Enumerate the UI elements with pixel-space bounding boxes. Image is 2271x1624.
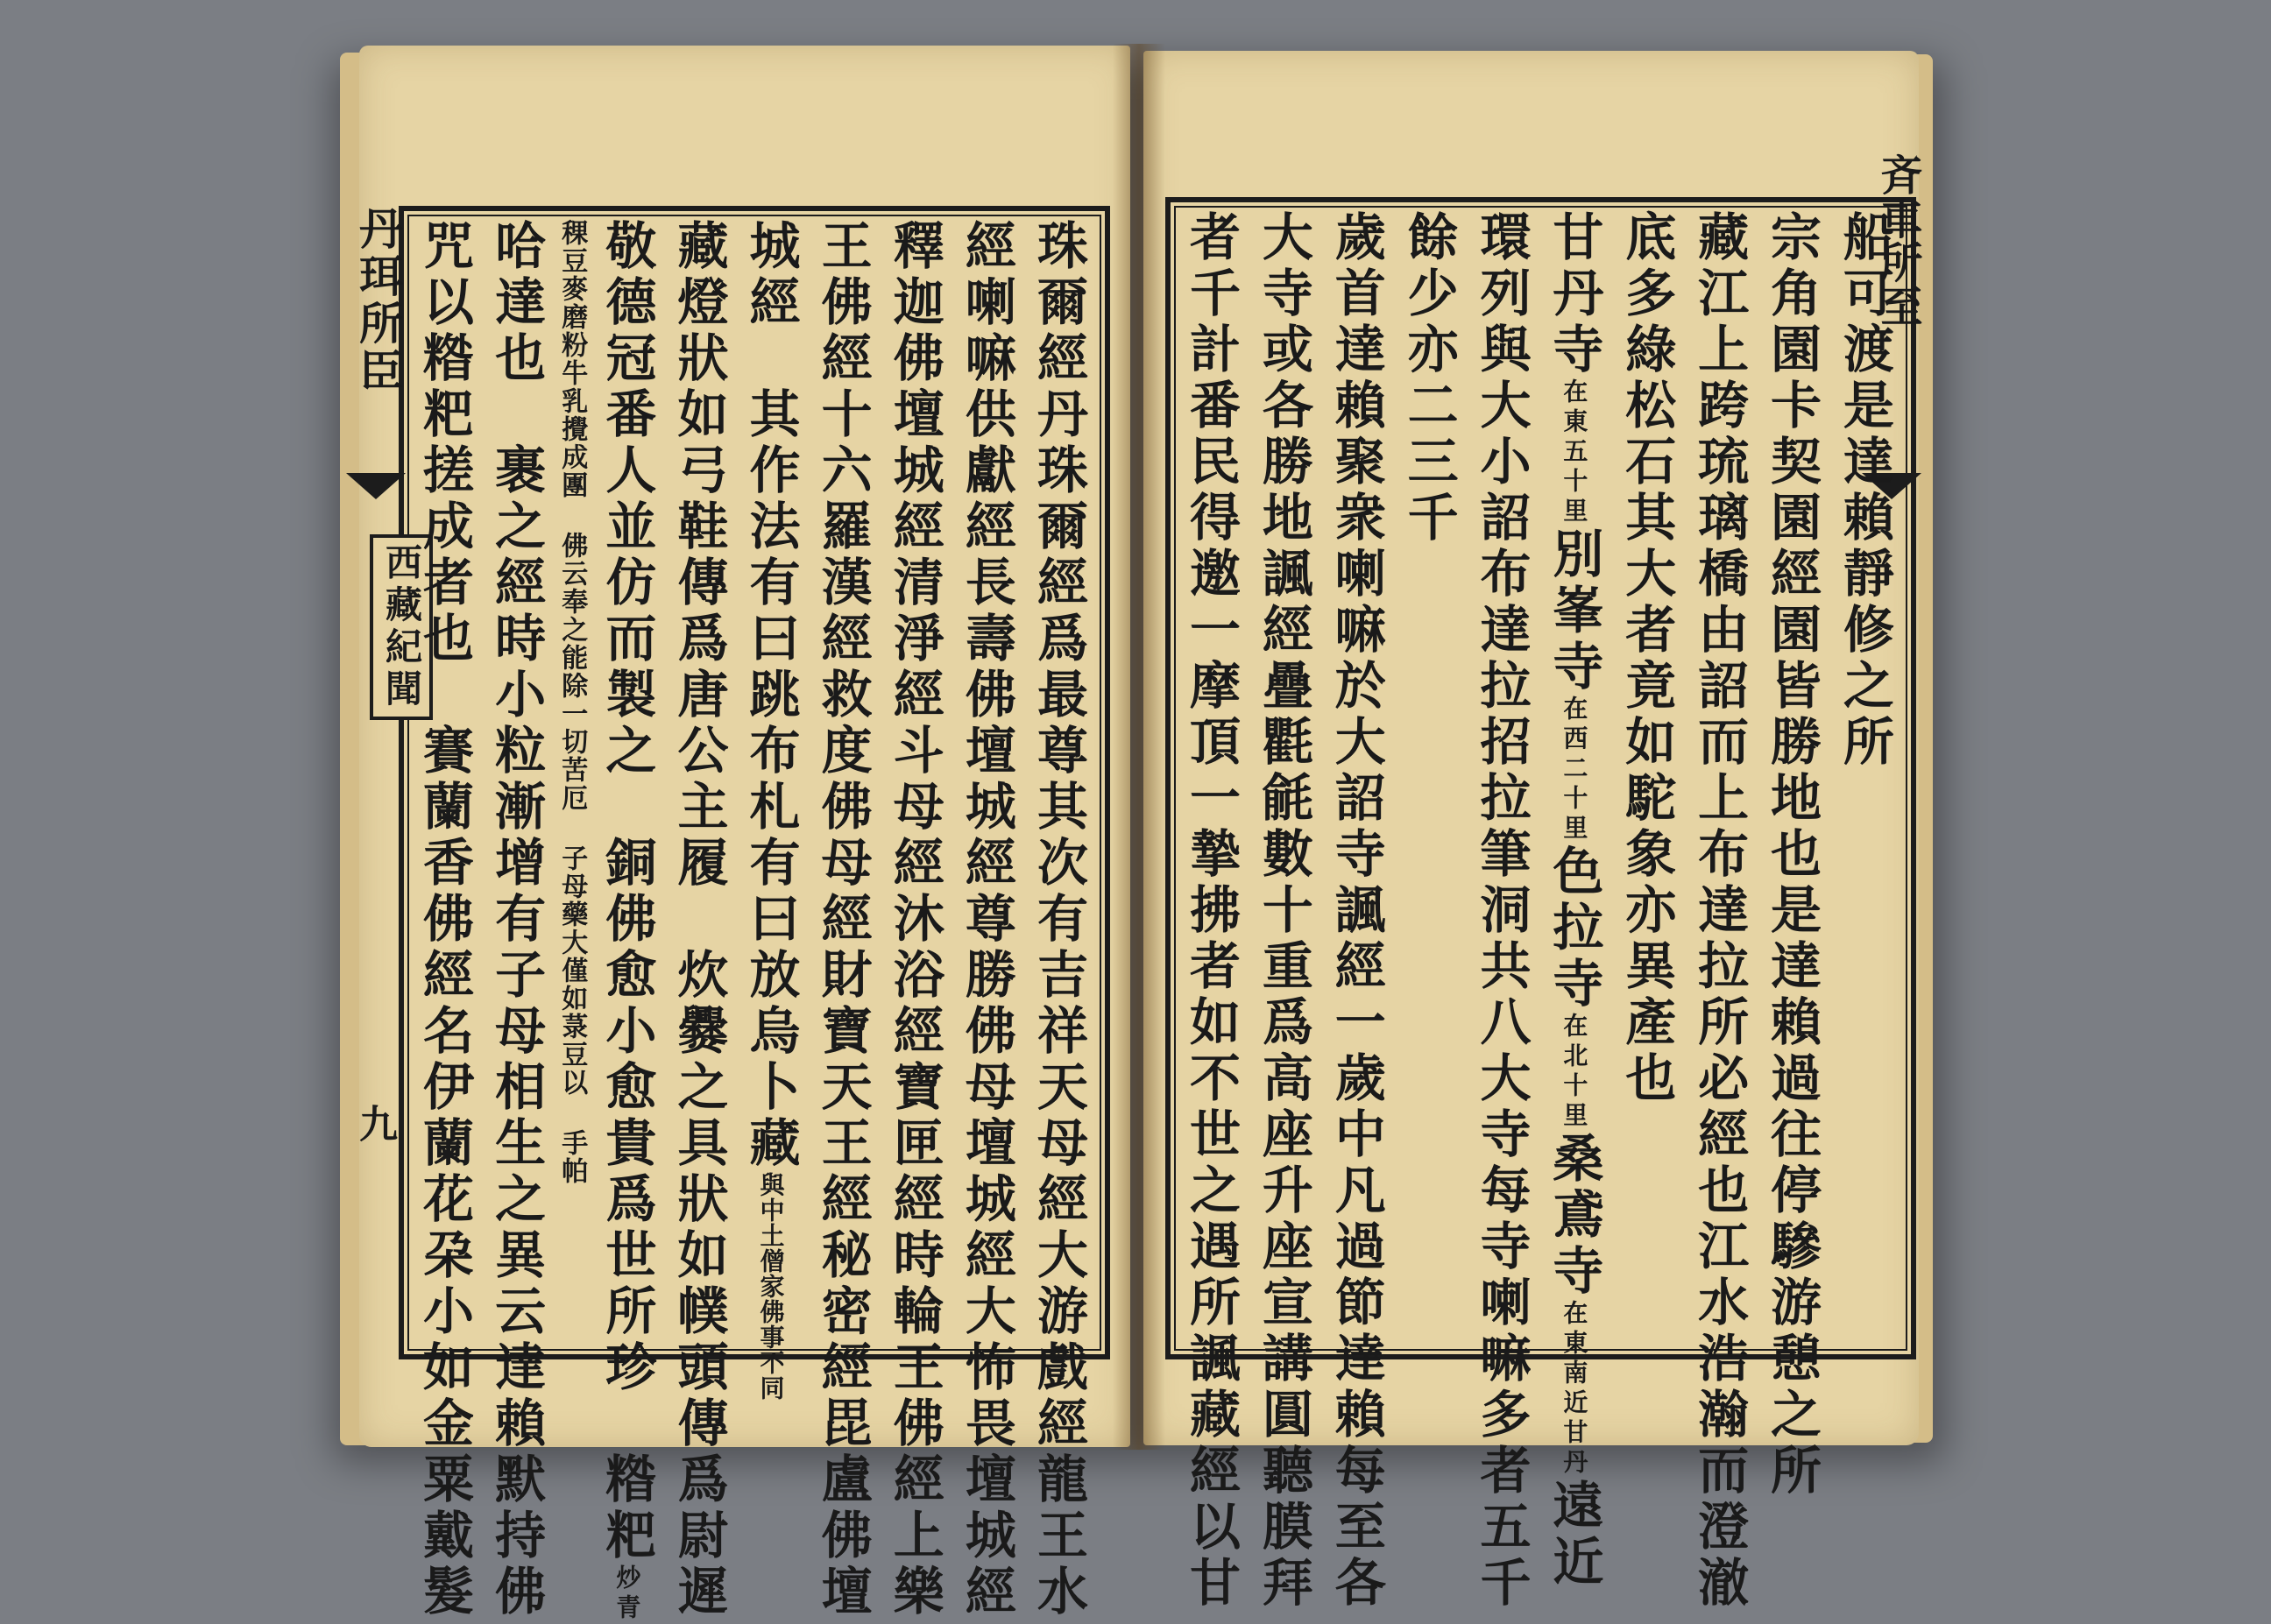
text-column: 經喇嘛供獻經長壽佛壇城經尊勝佛母壇城經大怖畏壇城經 (956, 219, 1016, 1620)
text-column: 大寺或各勝地諷經疊氍毹數十重爲高座升座宣講圓聽膜拜 (1253, 210, 1313, 1612)
text-column (1541, 210, 1606, 1591)
text-column: 藏江上跨琉璃橋由詔而上布達拉所必經也江水浩瀚而澄澈 (1689, 210, 1750, 1612)
book-gutter (1113, 44, 1165, 1450)
text-column: 者千計番民得邀一摩頂一摯拂者如不世之遇所諷藏經以甘 (1181, 210, 1241, 1612)
column-main-text: 敬德冠番人並仿而製之 銅佛愈小愈貴爲世所珍 糌粑 (597, 219, 657, 1564)
text-column: 餘少亦二三千 (1398, 210, 1459, 547)
text-column: 哈達也 裹之經時小粒漸增有子母相生之異云達賴默持佛 (486, 219, 547, 1620)
text-column: 藏燈狀如弓鞋傳爲唐公主履 炊爨之具狀如幞頭傳爲尉遲 (669, 219, 729, 1620)
column-main-text: 遠近 (1544, 1479, 1604, 1591)
interlinear-note: 在東南近甘丹 (1560, 1300, 1589, 1479)
right-running-head: 斉車所至 (1873, 153, 1922, 328)
column-main-text: 城經 其作法有曰跳布札有曰放烏卜藏 (740, 219, 801, 1172)
right-text-columns (1178, 210, 1897, 1612)
column-main-text: 甘丹寺 (1544, 210, 1604, 378)
interlinear-note: 在西二十里 (1560, 695, 1589, 844)
text-column: 底多綠松石其大者竟如駝象亦異產也 (1617, 210, 1677, 1107)
column-main-text: 色拉寺 (1544, 844, 1604, 1013)
text-column: 咒以糌粑搓成者也 賽蘭香佛經名伊蘭花朶小如金粟戴髮 (414, 219, 474, 1620)
text-column: 船可渡是達賴靜修之所 (1834, 210, 1894, 771)
column-main-text: 桑鳶寺 (1544, 1132, 1604, 1300)
interlinear-note: 與中土僧家佛事不同 (756, 1172, 786, 1401)
text-column (594, 219, 659, 1624)
interlinear-note: 在東五十里 (1560, 378, 1589, 527)
text-column: 王佛經十六羅漢經救度佛母經財寶天王經秘密經毘盧佛壇 (812, 219, 873, 1620)
interlinear-note: 炒青 (612, 1564, 642, 1624)
interlinear-note: 在北十里 (1560, 1013, 1589, 1132)
text-column (739, 219, 803, 1401)
text-column: 珠爾經丹珠爾經爲最尊其次有吉祥天母經大游戲經龍王水 (1028, 219, 1088, 1620)
interlinear-note-column: 稞豆麥磨粉牛乳攪成團 佛云奉之能除一切苦厄 子母藥大僅如菉豆以 手帕 (556, 219, 588, 1185)
text-column: 釋迦佛壇城經清淨經斗母經沐浴經寶匣經時輪王佛經上樂 (884, 219, 944, 1620)
left-fish-tail-mark (346, 473, 406, 499)
text-column: 宗角園卡契園經園皆勝地也是達賴過往停驂游憩之所 (1762, 210, 1822, 1500)
left-section-label: 西藏紀聞 (370, 534, 433, 720)
text-column: 歲首達賴聚衆喇嘛於大詔寺諷經一歲中凡過節達賴每至各 (1326, 210, 1386, 1612)
left-text-columns (412, 219, 1091, 1624)
left-page-number: 九 (352, 1104, 397, 1142)
text-column: 環列與大小詔布達拉招拉筆洞共八大寺每寺喇嘛多者五千 (1471, 210, 1532, 1612)
left-running-head: 丹珥所臣 (352, 206, 404, 395)
column-main-text: 別峯寺 (1544, 527, 1604, 695)
